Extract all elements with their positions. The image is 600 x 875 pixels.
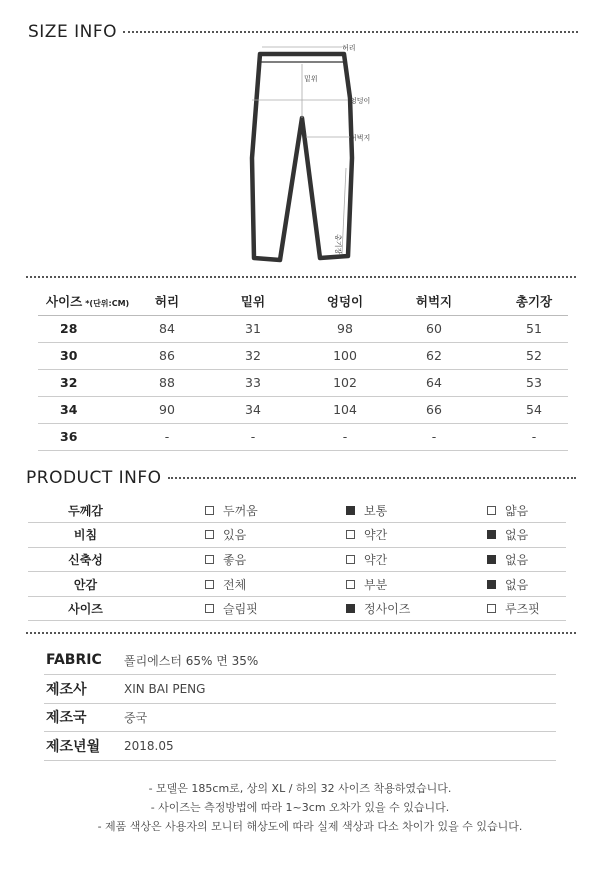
product-info-option bbox=[143, 572, 284, 597]
option-wrap bbox=[284, 526, 425, 543]
value-cell: 66 bbox=[368, 396, 500, 423]
option-label: 약간 bbox=[364, 552, 388, 567]
option-label: 얇음 bbox=[505, 503, 529, 518]
product-info-label: 사이즈 bbox=[28, 596, 143, 621]
product-info-row bbox=[28, 523, 566, 548]
product-info-option bbox=[425, 523, 566, 548]
unchecked-box-icon bbox=[205, 604, 214, 613]
unchecked-box-icon bbox=[205, 506, 214, 515]
value-cell: 54 bbox=[500, 396, 568, 423]
unchecked-box-icon bbox=[205, 580, 214, 589]
product-info-label: 신축성 bbox=[28, 547, 143, 572]
option-label: 전체 bbox=[223, 577, 247, 592]
unchecked-box-icon bbox=[346, 530, 355, 539]
product-info-divider bbox=[168, 477, 576, 479]
label-hip: 엉덩이 bbox=[350, 97, 371, 105]
value-cell: 34 bbox=[184, 396, 322, 423]
option-label: 약간 bbox=[364, 528, 388, 543]
value-cell: 64 bbox=[368, 369, 500, 396]
unchecked-box-icon bbox=[346, 580, 355, 589]
option-label: 없음 bbox=[505, 577, 529, 592]
option-wrap bbox=[143, 600, 284, 617]
label-waist: 허리 bbox=[342, 44, 356, 52]
detail-label: 제조사 bbox=[44, 675, 124, 704]
header-col: 밑위 bbox=[184, 288, 322, 315]
unchecked-box-icon bbox=[487, 604, 496, 613]
table-row bbox=[38, 396, 568, 423]
option-label: 두꺼움 bbox=[223, 503, 258, 518]
label-rise: 밑위 bbox=[304, 75, 318, 83]
option-label: 루즈핏 bbox=[505, 602, 540, 617]
value-cell: 33 bbox=[184, 369, 322, 396]
option-wrap bbox=[425, 600, 566, 617]
option-wrap bbox=[143, 551, 284, 568]
header-unit: *(단위:CM) bbox=[85, 299, 130, 309]
option-wrap bbox=[284, 551, 425, 568]
product-info-option bbox=[284, 547, 425, 572]
note-line: - 제품 색상은 사용자의 모니터 해상도에 따라 실제 색상과 다소 차이가 있을 수 있습니다. bbox=[97, 820, 523, 833]
value-cell: 60 bbox=[368, 315, 500, 342]
option-wrap bbox=[425, 551, 566, 568]
label-thigh: 허벅지 bbox=[350, 134, 371, 142]
value-cell: 32 bbox=[184, 342, 322, 369]
option-label: 좋음 bbox=[223, 552, 247, 567]
unchecked-box-icon bbox=[487, 506, 496, 515]
note-line: - 모델은 185cm로, 상의 XL / 하의 32 사이즈 착용하였습니다. bbox=[148, 782, 452, 795]
option-label: 없음 bbox=[505, 528, 529, 543]
value-cell: 52 bbox=[500, 342, 568, 369]
size-cell: 28 bbox=[38, 315, 150, 342]
value-cell: 100 bbox=[322, 342, 368, 369]
notes bbox=[0, 779, 600, 836]
product-info-row bbox=[28, 596, 566, 621]
header-size-label: 사이즈 bbox=[46, 294, 83, 310]
table-row bbox=[38, 315, 568, 342]
value-cell: 62 bbox=[368, 342, 500, 369]
detail-row bbox=[44, 732, 556, 761]
detail-row bbox=[44, 646, 556, 675]
size-cell: 36 bbox=[38, 423, 150, 450]
option-wrap bbox=[284, 576, 425, 593]
detail-label: FABRIC bbox=[44, 646, 124, 675]
value-cell: - bbox=[184, 423, 322, 450]
header-col: 허리 bbox=[150, 288, 184, 315]
value-cell: 84 bbox=[150, 315, 184, 342]
product-info-label: 비침 bbox=[28, 523, 143, 548]
detail-value: 중국 bbox=[124, 703, 556, 732]
product-info-option bbox=[143, 547, 284, 572]
product-info-option bbox=[143, 498, 284, 523]
detail-label: 제조국 bbox=[44, 703, 124, 732]
header-col: 허벅지 bbox=[368, 288, 500, 315]
detail-value: 2018.05 bbox=[124, 732, 556, 761]
detail-value: 폴리에스터 65% 면 35% bbox=[124, 646, 556, 675]
note-line: - 사이즈는 측정방법에 따라 1~3cm 오차가 있을 수 있습니다. bbox=[150, 801, 450, 814]
unchecked-box-icon bbox=[205, 555, 214, 564]
option-label: 없음 bbox=[505, 552, 529, 567]
option-wrap bbox=[425, 576, 566, 593]
value-cell: 31 bbox=[184, 315, 322, 342]
value-cell: 102 bbox=[322, 369, 368, 396]
value-cell: 90 bbox=[150, 396, 184, 423]
option-label: 정사이즈 bbox=[364, 602, 411, 617]
option-label: 부분 bbox=[364, 577, 388, 592]
option-wrap bbox=[425, 502, 566, 519]
header-size bbox=[38, 288, 150, 315]
unchecked-box-icon bbox=[205, 530, 214, 539]
value-cell: 53 bbox=[500, 369, 568, 396]
table-row bbox=[38, 423, 568, 450]
table-row bbox=[38, 342, 568, 369]
checked-box-icon bbox=[487, 530, 496, 539]
value-cell: 86 bbox=[150, 342, 184, 369]
size-info-divider bbox=[123, 31, 578, 33]
option-wrap bbox=[284, 502, 425, 519]
product-info-option bbox=[143, 596, 284, 621]
size-table bbox=[38, 288, 568, 451]
product-info-header bbox=[26, 468, 576, 488]
unchecked-box-icon bbox=[346, 555, 355, 564]
value-cell: - bbox=[500, 423, 568, 450]
product-info-option bbox=[284, 498, 425, 523]
product-info-option bbox=[284, 523, 425, 548]
size-cell: 32 bbox=[38, 369, 150, 396]
product-info-option bbox=[425, 547, 566, 572]
value-cell: - bbox=[150, 423, 184, 450]
option-wrap bbox=[143, 502, 284, 519]
checked-box-icon bbox=[487, 555, 496, 564]
product-info-option bbox=[425, 596, 566, 621]
detail-label: 제조년월 bbox=[44, 732, 124, 761]
size-cell: 34 bbox=[38, 396, 150, 423]
option-label: 슬림핏 bbox=[223, 602, 258, 617]
value-cell: - bbox=[322, 423, 368, 450]
product-info-option bbox=[284, 596, 425, 621]
value-cell: 98 bbox=[322, 315, 368, 342]
product-info-option bbox=[143, 523, 284, 548]
detail-row bbox=[44, 675, 556, 704]
table-row bbox=[38, 369, 568, 396]
product-info-row bbox=[28, 498, 566, 523]
product-info-row bbox=[28, 572, 566, 597]
option-label: 있음 bbox=[223, 528, 247, 543]
header-col: 엉덩이 bbox=[322, 288, 368, 315]
product-info-label: 두께감 bbox=[28, 498, 143, 523]
product-info-option bbox=[425, 498, 566, 523]
checked-box-icon bbox=[346, 604, 355, 613]
product-info-row bbox=[28, 547, 566, 572]
product-info-option bbox=[284, 572, 425, 597]
option-wrap bbox=[143, 576, 284, 593]
details-table bbox=[44, 646, 556, 761]
detail-value: XIN BAI PENG bbox=[124, 675, 556, 704]
header-col: 총기장 bbox=[500, 288, 568, 315]
value-cell: - bbox=[368, 423, 500, 450]
product-info-label: 안감 bbox=[28, 572, 143, 597]
size-info-title: SIZE INFO bbox=[28, 22, 117, 42]
size-table-header-row bbox=[38, 288, 568, 315]
value-cell: 88 bbox=[150, 369, 184, 396]
option-wrap bbox=[284, 600, 425, 617]
label-length: 총기장 bbox=[334, 234, 342, 255]
section-divider bbox=[26, 632, 576, 634]
value-cell: 104 bbox=[322, 396, 368, 423]
product-info-table bbox=[28, 498, 566, 621]
detail-row bbox=[44, 703, 556, 732]
value-cell: 51 bbox=[500, 315, 568, 342]
size-cell: 30 bbox=[38, 342, 150, 369]
product-info-option bbox=[425, 572, 566, 597]
checked-box-icon bbox=[487, 580, 496, 589]
section-divider bbox=[26, 276, 576, 278]
pants-diagram bbox=[240, 38, 400, 270]
option-wrap bbox=[425, 526, 566, 543]
option-wrap bbox=[143, 526, 284, 543]
option-label: 보통 bbox=[364, 503, 388, 518]
checked-box-icon bbox=[346, 506, 355, 515]
product-info-title: PRODUCT INFO bbox=[26, 468, 162, 488]
